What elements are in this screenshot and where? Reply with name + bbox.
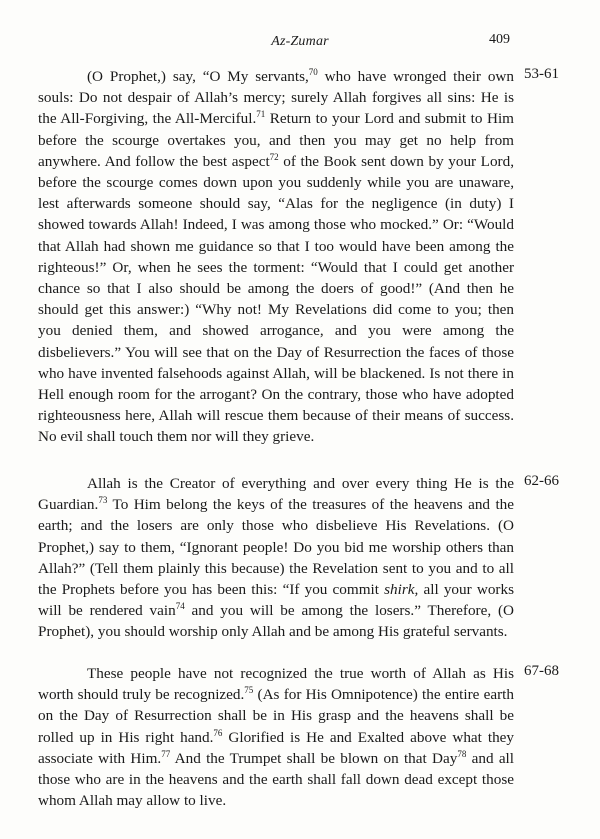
text-run: all your works will be rendered vain [38,581,514,620]
text-run: (As for His Omnipotence) the entire earth on the Day of Resurrection shall be in His grasp and the heavens shall be rolled up in His right hand. [38,686,514,746]
paragraph-verses-67-68 [38,663,514,811]
text-run: To Him belong the keys of the treasures of the heavens and the earth; and the losers are only those who disbelieve His Revelations. (O Prophet,) say to them, “Ignorant people! Do you bid me worship others than Allah?” (Tell them plainly this because) the Revelation sent to you and to all the Prophets before you has been this: “If you commit [38,496,514,599]
text-run: and you will be among the losers.” Therefore, (O Prophet), you should worship only Allah and be among His grateful servants. [38,602,514,641]
paragraph-verses-62-66 [38,473,514,643]
text-run: who have wronged their own souls: Do not despair of Allah’s mercy; surely Allah forgives all sins: He is the All-Forgiving, the All-Merciful. [38,68,514,128]
text-run: Allah is the Creator of everything and over every thing He is the Guardian. [38,475,514,514]
footnote-ref: 71 [256,109,266,120]
footnote-ref: 73 [98,495,108,506]
verse-range-label: 67-68 [524,663,559,679]
footnote-ref: 75 [244,685,254,696]
text-run: These people have not recognized the true worth of Allah as His worth should truly be recognized. [38,665,514,704]
verse-range-label: 62-66 [524,473,559,489]
text-run: Glorified is He and Exalted above what they associate with Him. [38,728,514,767]
text-run: and all those who are in the heavens and the earth shall fall down dead except those whom Allah may allow to live. [38,749,514,810]
text-run: Return to your Lord and submit to Him before the scourge overtakes you, and then you may get no help from anywhere. And follow the best aspect [38,110,514,170]
verse-range-label: 53-61 [524,66,559,82]
footnote-ref: 76 [213,727,223,738]
running-title: Az-Zumar [271,34,329,49]
footnote-ref: 70 [308,66,318,77]
footnote-ref: 74 [175,601,185,612]
paragraph-verses-53-61 [38,66,514,448]
page-number: 409 [489,32,510,47]
footnote-ref: 78 [457,748,467,759]
footnote-ref: 77 [161,748,171,759]
text-run: (O Prophet,) say, “O My servants, [87,68,309,85]
italic-term: shirk, [384,581,419,599]
text-run: of the Book sent down by your Lord, before the scourge comes down upon you suddenly while you are unaware, lest afterwards someone should say, “Alas for the negligence (in duty) I showed towards Allah! Indeed, I was among those who mocked.” Or: “Would that Allah had shown me guidance so that I too would have been among the righteous!” Or, when he sees the torment: “Would that I could get another chance so that I also should be among the doers of good!” (And then he should get this answer:) “Why not! My Revelations did come to you; then you denied them, and showed arrogance, and you were among the disbelievers.” You will see that on the Day of Resurrection the faces of those who have invented falsehoods against Allah, will be blackened. Is not there in Hell enough room for the arrogant? On the contrary, those who have adopted righteousness here, Allah will rescue them because of their means of success. No evil shall touch them nor will they grieve. [38,152,514,446]
footnote-ref: 72 [269,151,279,162]
text-run: And the Trumpet shall be blown on that Day [170,749,458,767]
